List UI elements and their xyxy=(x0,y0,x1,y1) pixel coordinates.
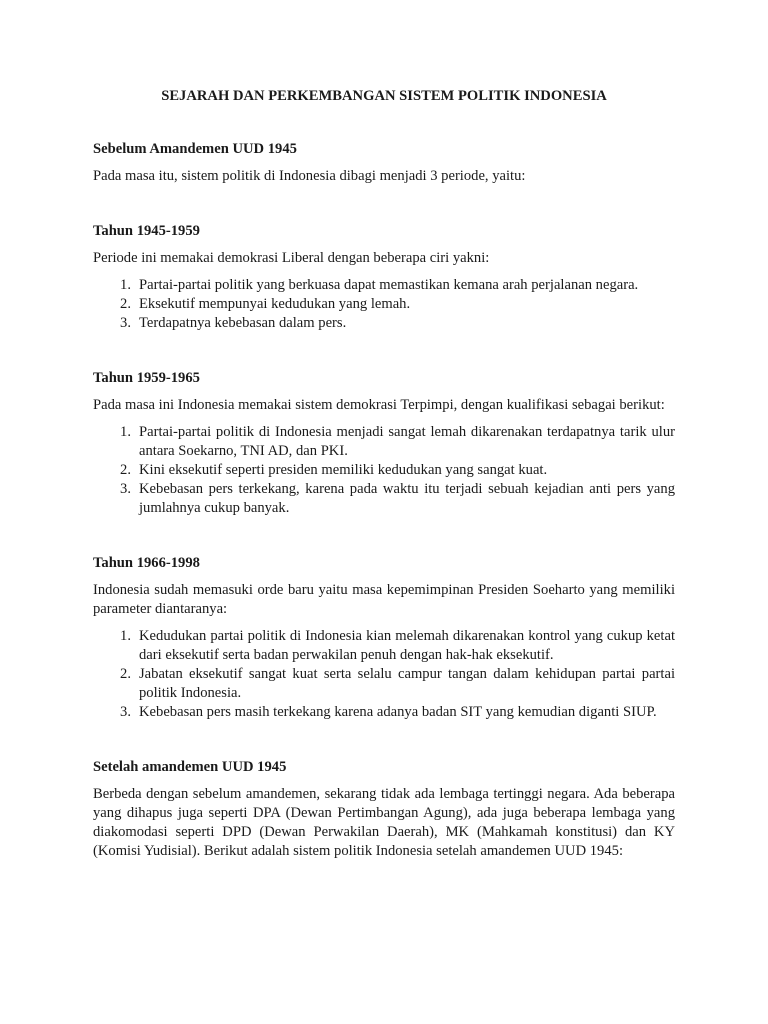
period-paragraph: Indonesia sudah memasuki orde baru yaitu masa kepemimpinan Presiden Soeharto yang memiliki parameter diantaranya: xyxy=(93,582,675,617)
after-amendment-paragraph: Berbeda dengan sebelum amandemen, sekarang tidak ada lembaga tertinggi negara. Ada beberapa yang dihapus juga seperti DPA (Dewan Pertimbangan Agung), ada juga beberapa lembaga yang diakomodasi seperti DPD (Dewan Perwakilan Daerah), MK (Mahkamah konstitusi) dan KY (Komisi Yudisial). Berikut adalah sistem politik Indonesia setelah amandemen UUD 1945: xyxy=(93,786,675,859)
list-text: Terdapatnya kebebasan dalam pers. xyxy=(139,315,347,331)
list-number: 3. xyxy=(120,481,131,497)
period-list xyxy=(93,627,675,722)
list-number: 1. xyxy=(120,277,131,293)
list-text: Kebebasan pers masih terkekang karena adanya badan SIT yang kemudian diganti SIUP. xyxy=(139,704,657,720)
period-section-1966-1998 xyxy=(93,554,675,722)
period-list xyxy=(93,276,675,333)
list-number: 3. xyxy=(120,704,131,720)
list-number: 2. xyxy=(120,666,131,682)
period-section-1959-1965 xyxy=(93,369,675,518)
list-text: Kedudukan partai politik di Indonesia kian melemah dikarenakan kontrol yang cukup ketat dari eksekutif serta badan perwakilan penuh dengan hak-hak eksekutif. xyxy=(139,628,675,663)
list-item xyxy=(93,627,675,665)
period-paragraph: Pada masa ini Indonesia memakai sistem demokrasi Terpimpi, dengan kualifikasi sebagai berikut: xyxy=(93,397,665,413)
list-text: Partai-partai politik di Indonesia menjadi sangat lemah dikarenakan terdapatnya tarik ulur antara Soekarno, TNI AD, dan PKI. xyxy=(139,424,675,459)
period-heading: Tahun 1945-1959 xyxy=(93,223,200,239)
list-item xyxy=(93,480,675,518)
document-page xyxy=(93,87,675,869)
list-item xyxy=(93,665,675,703)
document-title: SEJARAH DAN PERKEMBANGAN SISTEM POLITIK INDONESIA xyxy=(161,88,607,104)
list-number: 1. xyxy=(120,424,131,440)
list-number: 2. xyxy=(120,296,131,312)
period-heading: Tahun 1966-1998 xyxy=(93,555,200,571)
period-list xyxy=(93,423,675,518)
list-item xyxy=(93,423,675,461)
period-heading: Tahun 1959-1965 xyxy=(93,370,200,386)
list-item xyxy=(93,461,675,480)
list-text: Jabatan eksekutif sangat kuat serta selalu campur tangan dalam kehidupan partai partai politik Indonesia. xyxy=(139,666,675,701)
list-number: 2. xyxy=(120,462,131,478)
list-number: 3. xyxy=(120,315,131,331)
list-item xyxy=(93,314,675,333)
list-item xyxy=(93,295,675,314)
list-item xyxy=(93,276,675,295)
section-heading-before-amendment: Sebelum Amandemen UUD 1945 xyxy=(93,141,297,157)
period-section-1945-1959 xyxy=(93,222,675,333)
list-item xyxy=(93,703,675,722)
list-number: 1. xyxy=(120,628,131,644)
list-text: Eksekutif mempunyai kedudukan yang lemah. xyxy=(139,296,411,312)
list-text: Kebebasan pers terkekang, karena pada waktu itu terjadi sebuah kejadian anti pers yang jumlahnya cukup banyak. xyxy=(139,481,675,516)
list-text: Partai-partai politik yang berkuasa dapat memastikan kemana arah perjalanan negara. xyxy=(139,277,639,293)
list-text: Kini eksekutif seperti presiden memiliki kedudukan yang sangat kuat. xyxy=(139,462,548,478)
intro-paragraph: Pada masa itu, sistem politik di Indonesia dibagi menjadi 3 periode, yaitu: xyxy=(93,168,526,184)
section-heading-after-amendment: Setelah amandemen UUD 1945 xyxy=(93,759,287,775)
section-after-amendment xyxy=(93,758,675,861)
period-paragraph: Periode ini memakai demokrasi Liberal dengan beberapa ciri yakni: xyxy=(93,250,490,266)
